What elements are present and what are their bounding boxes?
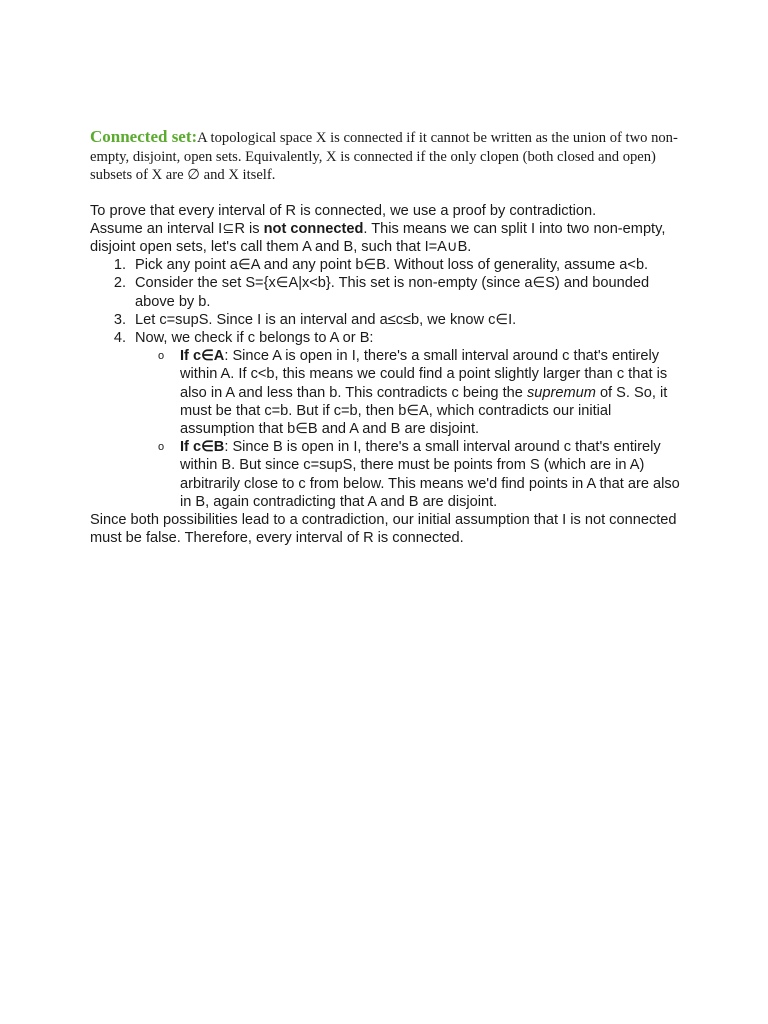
case-label: If c∈A (180, 348, 225, 365)
case-body: : Since B is open in I, there's a small interval around c that's entirely within B. But since c=supS, there must be points from S (which are in A) arbitrarily close to c from below. This means we'd find points in A that are also in B, again contradicting that A and B are disjoint. (180, 439, 680, 510)
case-list (90, 347, 680, 511)
case-item (90, 347, 680, 438)
step-text: Pick any point a∈A and any point b∈B. Without loss of generality, assume a<b. (135, 257, 649, 274)
document-page (90, 128, 680, 547)
step-text: Now, we check if c belongs to A or B: (135, 329, 374, 346)
case-text (180, 438, 680, 511)
step-number: 1. (113, 257, 126, 274)
definition-text: A topological space X is connected if it cannot be written as the union of two non-empty, disjoint, open sets. Equivalently, X is connected if the only clopen (both closed and open) subsets of X are ∅ and X itself. (90, 130, 678, 183)
proof-steps-list (90, 256, 680, 347)
definition-paragraph (90, 128, 680, 185)
bullet-icon: o (158, 350, 165, 363)
case-body-end: of S. So, it must be that c=b. But if c=b, then b∈A, which contradicts our initial assumption that b∈B and A and B are disjoint. (180, 384, 668, 437)
proof-assumption (90, 220, 680, 256)
proof-step (90, 311, 680, 329)
step-text: Consider the set S={x∈A|x<b}. This set is non-empty (since a∈S) and bounded above by b. (135, 275, 650, 310)
case-body: : Since A is open in I, there's a small interval around c that's entirely within A. If c<b, this means we could find a point slightly larger than c that is also in A and less than b. This contradicts c being the (180, 348, 668, 401)
step-number: 3. (113, 311, 126, 328)
case-text (180, 347, 680, 438)
assumption-emphasis: not connected (263, 220, 364, 237)
proof-conclusion: Since both possibilities lead to a contradiction, our initial assumption that I is not connected must be false. Therefore, every interval of R is connected. (90, 511, 677, 547)
bullet-icon: o (158, 441, 165, 454)
step-number: 2. (113, 275, 126, 292)
definition-term: Connected set: (90, 127, 198, 146)
step-text: Let c=supS. Since I is an interval and a≤c≤b, we know c∈I. (135, 311, 517, 328)
proof-step (90, 329, 680, 347)
proof-step (90, 274, 680, 310)
proof-step (90, 256, 680, 274)
case-emphasis: supremum (526, 384, 596, 401)
proof-intro: To prove that every interval of R is connected, we use a proof by contradiction. (90, 202, 597, 219)
assumption-text-end: . This means we can split I into two non-empty, disjoint open sets, let's call them A and B, such that I=A∪B. (90, 220, 666, 255)
case-item (90, 438, 680, 511)
case-label: If c∈B (180, 439, 225, 456)
assumption-text-start: Assume an interval I⊆R is (90, 220, 264, 237)
paragraph-gap (90, 185, 680, 202)
step-number: 4. (113, 329, 126, 346)
